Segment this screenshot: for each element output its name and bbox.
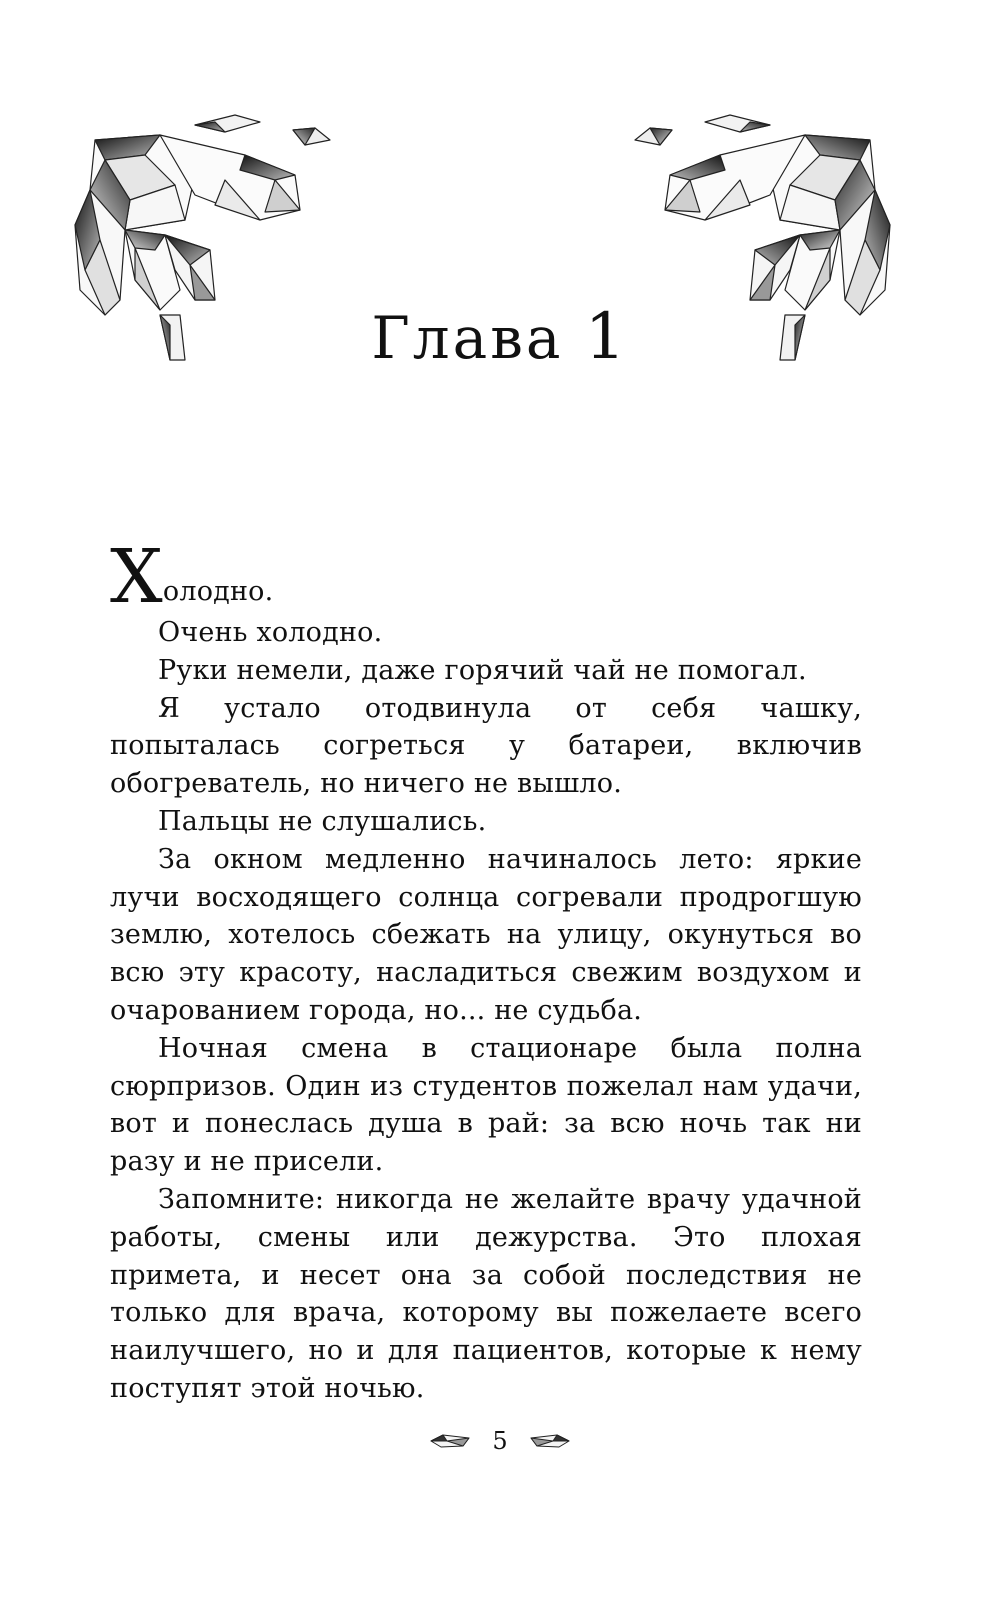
page-footer bbox=[0, 1427, 1000, 1467]
drop-cap: Х bbox=[110, 534, 163, 620]
chapter-body bbox=[110, 534, 862, 1408]
chapter-title bbox=[0, 300, 1000, 374]
paragraph: За окном медленно начиналось лето: яркие лучи восходящего солнца согревали продрогшую землю, хотелось сбежать на улицу, окунуться во всю эту красоту, насладиться свежим воздухом и очарованием города, но... не судьба. bbox=[110, 843, 862, 1026]
chapter-number: 1 bbox=[584, 300, 629, 374]
paragraph-text: олодно. bbox=[162, 576, 274, 607]
paragraph: Запомните: никогда не желайте врачу удачной работы, смены или дежурства. Это плохая примета, и несет она за собой последствия не только для врача, которому вы пожелаете всего наилучшего, но и для пациентов, которые к нему поступят этой ночью. bbox=[110, 1183, 862, 1404]
paragraph: Руки немели, даже горячий чай не помогал. bbox=[158, 654, 807, 686]
chapter-label: Глава bbox=[371, 304, 564, 372]
crystal-shard-icon bbox=[429, 1432, 473, 1450]
paragraph: Ночная смена в стационаре была полна сюрпризов. Один из студентов пожелал нам удачи, вот и понеслась душа в рай: за всю ночь так ни разу и не присели. bbox=[110, 1032, 862, 1178]
paragraph: Пальцы не слушались. bbox=[158, 805, 487, 837]
paragraph: Очень холодно. bbox=[158, 617, 383, 648]
page-number: 5 bbox=[492, 1427, 508, 1455]
crystal-shard-icon bbox=[527, 1432, 571, 1450]
paragraph: Я устало отодвинула от себя чашку, попыталась согреться у батареи, включив обогреватель, но ничего не вышло. bbox=[110, 692, 862, 800]
paragraph bbox=[110, 534, 862, 620]
